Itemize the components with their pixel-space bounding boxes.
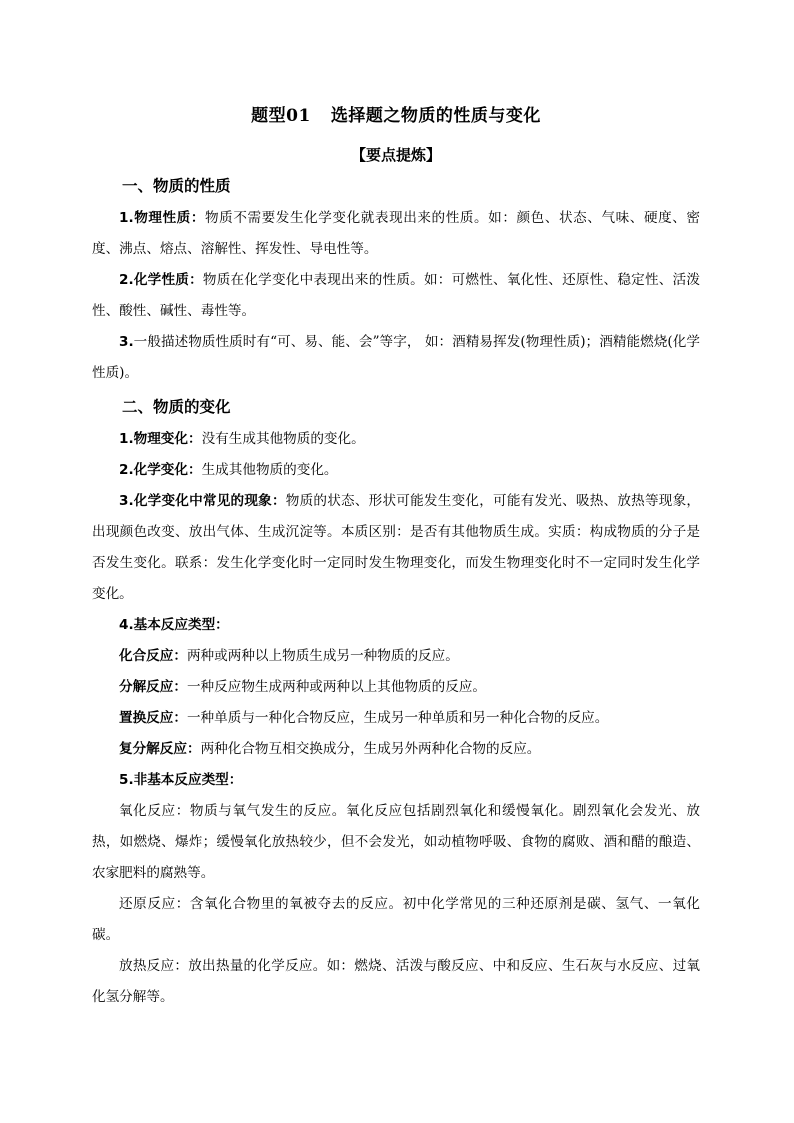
paragraph-lead: 2.化学性质： (119, 272, 203, 288)
paragraph-text: 氧化反应：物质与氧气发生的反应。氧化反应包括剧烈氧化和缓慢氧化。剧烈氧化会发光、放热，如燃烧、爆炸；缓慢氧化放热较少，但不会发光，如动植物呼吸、食物的腐败、酒和醋的酿造、农家肥料的腐熟等。 (92, 803, 700, 881)
paragraph-text: 没有生成其他物质的变化。 (201, 431, 365, 447)
paragraph-reduction-reaction (92, 889, 700, 951)
paragraph-lead: 1.物理性质： (119, 210, 205, 226)
paragraph-lead: 2.化学变化： (119, 462, 202, 478)
paragraph-oxidation-reaction (92, 796, 700, 889)
paragraph-chemical-property (92, 265, 700, 327)
paragraph-double-decomposition-reaction (92, 734, 700, 765)
paragraph-non-basic-reaction-types (92, 765, 700, 796)
paragraph-text: 物质不需要发生化学变化就表现出来的性质。如：颜色、状态、气味、硬度、密度、沸点、熔点、溶解性、挥发性、导电性等。 (92, 210, 701, 257)
document-content (92, 102, 700, 1013)
paragraph-text: 物质的状态、形状可能发生变化，可能有发光、吸热、放热等现象，出现颜色改变、放出气体、生成沉淀等。本质区别：是否有其他物质生成。实质：构成物质的分子是否发生变化。联系：发生化学变化时一定同时发生物理变化，而发生物理变化时不一定同时发生化学变化。 (92, 493, 700, 602)
title-main: 选择题之物质的性质与变化 (330, 106, 541, 126)
paragraph-lead: 5.非基本反应类型： (119, 772, 243, 788)
paragraph-lead: 置换反应： (119, 710, 187, 726)
paragraph-text: 两种或两种以上物质生成另一种物质的反应。 (186, 648, 459, 664)
paragraph-property-description (92, 327, 700, 389)
paragraph-combination-reaction (92, 641, 700, 672)
paragraph-lead: 4.基本反应类型： (119, 617, 229, 633)
paragraph-physical-change (92, 424, 700, 455)
paragraph-text: 物质在化学变化中表现出来的性质。如：可燃性、氧化性、还原性、稳定性、活泼性、酸性、碱性、毒性等。 (92, 272, 701, 319)
paragraph-text: 生成其他物质的变化。 (201, 462, 338, 478)
paragraph-text: 放热反应：放出热量的化学反应。如：燃烧、活泼与酸反应、中和反应、生石灰与水反应、过氧化氢分解等。 (92, 958, 700, 1005)
page-title (92, 102, 700, 130)
paragraph-lead: 化合反应： (119, 648, 187, 664)
paragraph-text: 一般描述物质性质时有“可、易、能、会”等字， 如：酒精易挥发(物理性质)；酒精能燃烧(化学性质)。 (92, 334, 700, 381)
paragraph-text: 一种单质与一种化合物反应，生成另一种单质和另一种化合物的反应。 (186, 710, 609, 726)
key-points-subtitle: 【要点提炼】 (350, 146, 441, 164)
paragraph-physical-property (92, 203, 700, 265)
paragraph-lead: 1.物理变化： (119, 431, 202, 447)
paragraph-exothermic-reaction (92, 951, 700, 1013)
paragraph-change-phenomena (92, 486, 700, 610)
paragraph-lead: 3.化学变化中常见的现象： (119, 493, 286, 509)
section-heading-properties: 一、物质的性质 (122, 177, 231, 195)
paragraph-basic-reaction-types (92, 610, 700, 641)
paragraph-text: 两种化合物互相交换成分，生成另外两种化合物的反应。 (200, 741, 541, 757)
paragraph-chemical-change (92, 455, 700, 486)
paragraph-lead: 分解反应： (119, 679, 187, 695)
paragraph-decomposition-reaction (92, 672, 700, 703)
paragraph-lead: 复分解反应： (119, 741, 201, 757)
paragraph-lead: 3. (119, 334, 134, 350)
paragraph-displacement-reaction (92, 703, 700, 734)
title-prefix: 题型01 (251, 106, 311, 126)
paragraph-text: 一种反应物生成两种或两种以上其他物质的反应。 (186, 679, 487, 695)
section-heading-changes: 二、物质的变化 (122, 398, 231, 416)
paragraph-text: 还原反应：含氧化合物里的氧被夺去的反应。初中化学常见的三种还原剂是碳、氢气、一氧化碳。 (92, 896, 700, 943)
